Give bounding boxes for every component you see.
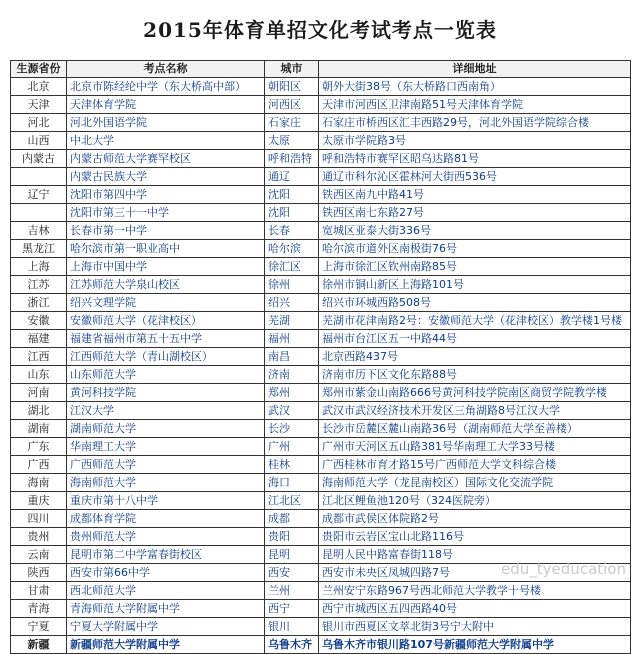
city-cell: 呼和浩特: [265, 150, 319, 168]
table-row: [11, 276, 631, 294]
province-cell: 内蒙古: [11, 150, 67, 168]
table-row: [11, 204, 631, 222]
province-cell: 宁夏: [11, 618, 67, 636]
city-cell: 沈阳: [265, 186, 319, 204]
site-name-cell: 西北师范大学: [67, 582, 265, 600]
table-row: [11, 258, 631, 276]
province-cell: 吉林: [11, 222, 67, 240]
province-cell: 江西: [11, 348, 67, 366]
city-cell: 武汉: [265, 402, 319, 420]
province-cell: 湖北: [11, 402, 67, 420]
city-cell: 南昌: [265, 348, 319, 366]
header-city: 城市: [265, 61, 319, 78]
city-cell: 江北区: [265, 492, 319, 510]
table-header-row: [11, 61, 631, 78]
table-row: [11, 456, 631, 474]
site-name-cell: 福建省福州市第五十五中学: [67, 330, 265, 348]
province-cell: [11, 204, 67, 222]
address-cell: 天津市河西区卫津南路51号天津体育学院: [319, 96, 631, 114]
address-cell: 海南师范大学（龙昆南校区）国际文化交流学院: [319, 474, 631, 492]
city-cell: 乌鲁木齐: [265, 636, 319, 654]
table-row: [11, 114, 631, 132]
site-name-cell: 沈阳市第四中学: [67, 186, 265, 204]
address-cell: 乌鲁木齐市银川路107号新疆师范大学附属中学: [319, 636, 631, 654]
province-cell: 河北: [11, 114, 67, 132]
site-name-cell: 上海市中国中学: [67, 258, 265, 276]
province-cell: 青海: [11, 600, 67, 618]
table-row: [11, 420, 631, 438]
table-row: [11, 600, 631, 618]
city-cell: 通辽: [265, 168, 319, 186]
header-site-name: 考点名称: [67, 61, 265, 78]
city-cell: 徐汇区: [265, 258, 319, 276]
city-cell: 济南: [265, 366, 319, 384]
province-cell: 湖南: [11, 420, 67, 438]
city-cell: 长沙: [265, 420, 319, 438]
address-cell: 通辽市科尔沁区霍林河大街西536号: [319, 168, 631, 186]
table-row: [11, 438, 631, 456]
site-name-cell: 内蒙古民族大学: [67, 168, 265, 186]
province-cell: 陕西: [11, 564, 67, 582]
watermark-text: edu_tyeducation: [501, 560, 626, 578]
city-cell: 长春: [265, 222, 319, 240]
site-name-cell: 北京市陈经纶中学（东大桥高中部）: [67, 78, 265, 96]
site-name-cell: 内蒙古师范大学赛罕校区: [67, 150, 265, 168]
city-cell: 石家庄: [265, 114, 319, 132]
table-row: [11, 78, 631, 96]
address-cell: 哈尔滨市道外区南极街76号: [319, 240, 631, 258]
address-cell: 朝外大街38号（东大桥路口西南角）: [319, 78, 631, 96]
city-cell: 太原: [265, 132, 319, 150]
address-cell: 长沙市岳麓区麓山南路36号（湖南师范大学至善楼）: [319, 420, 631, 438]
table-row: [11, 510, 631, 528]
address-cell: 石家庄市桥西区汇丰西路29号，河北外国语学院综合楼: [319, 114, 631, 132]
site-name-cell: 成都体育学院: [67, 510, 265, 528]
address-cell: 呼和浩特市赛罕区昭乌达路81号: [319, 150, 631, 168]
city-cell: 昆明: [265, 546, 319, 564]
city-cell: 桂林: [265, 456, 319, 474]
city-cell: 海口: [265, 474, 319, 492]
address-cell: 武汉市武汉经济技术开发区三角湖路8号江汉大学: [319, 402, 631, 420]
site-name-cell: 绍兴文理学院: [67, 294, 265, 312]
site-name-cell: 河北外国语学院: [67, 114, 265, 132]
address-cell: 西宁市城西区五四西路40号: [319, 600, 631, 618]
site-name-cell: 广西师范大学: [67, 456, 265, 474]
address-cell: 绍兴市环城西路508号: [319, 294, 631, 312]
province-cell: 新疆: [11, 636, 67, 654]
table-row: [11, 312, 631, 330]
site-name-cell: 宁夏大学附属中学: [67, 618, 265, 636]
address-cell: 西安市未央区凤城四路7号: [319, 564, 631, 582]
province-cell: 贵州: [11, 528, 67, 546]
city-cell: 郑州: [265, 384, 319, 402]
table-row: [11, 618, 631, 636]
table-row: [11, 366, 631, 384]
site-name-cell: 重庆市第十八中学: [67, 492, 265, 510]
city-cell: 广州: [265, 438, 319, 456]
table-row: [11, 492, 631, 510]
table-row: [11, 384, 631, 402]
address-cell: 昆明人民中路富春街118号: [319, 546, 631, 564]
city-cell: 徐州: [265, 276, 319, 294]
site-name-cell: 沈阳市第三十一中学: [67, 204, 265, 222]
province-cell: 四川: [11, 510, 67, 528]
city-cell: 西宁: [265, 600, 319, 618]
address-cell: 徐州市铜山新区上海路101号: [319, 276, 631, 294]
site-name-cell: 长春市第一中学: [67, 222, 265, 240]
address-cell: 铁西区南九中路41号: [319, 186, 631, 204]
page-title: 2015年体育单招文化考试考点一览表: [143, 18, 497, 42]
site-name-cell: 黄河科技学院: [67, 384, 265, 402]
site-name-cell: 山东师范大学: [67, 366, 265, 384]
table-row: [11, 294, 631, 312]
address-cell: 宽城区亚泰大街336号: [319, 222, 631, 240]
site-name-cell: 哈尔滨市第一职业高中: [67, 240, 265, 258]
table-row: [11, 636, 631, 654]
site-name-cell: 华南理工大学: [67, 438, 265, 456]
city-cell: 成都: [265, 510, 319, 528]
province-cell: 北京: [11, 78, 67, 96]
address-cell: 芜湖市花津南路2号：安徽师范大学（花津校区）教学楼1号楼: [319, 312, 631, 330]
table-row: [11, 348, 631, 366]
table-row: [11, 474, 631, 492]
site-name-cell: 天津体育学院: [67, 96, 265, 114]
province-cell: 上海: [11, 258, 67, 276]
site-name-cell: 西安市第66中学: [67, 564, 265, 582]
table-row: [11, 186, 631, 204]
city-cell: 哈尔滨: [265, 240, 319, 258]
province-cell: 江苏: [11, 276, 67, 294]
table-row: [11, 168, 631, 186]
site-name-cell: 江西师范大学（青山湖校区）: [67, 348, 265, 366]
table-row: [11, 528, 631, 546]
province-cell: [11, 168, 67, 186]
address-cell: 郑州市紫金山南路666号黄河科技学院南区商贸学院教学楼: [319, 384, 631, 402]
province-cell: 云南: [11, 546, 67, 564]
table-row: [11, 132, 631, 150]
province-cell: 安徽: [11, 312, 67, 330]
address-cell: 广州市天河区五山路381号华南理工大学33号楼: [319, 438, 631, 456]
province-cell: 天津: [11, 96, 67, 114]
province-cell: 河南: [11, 384, 67, 402]
table-row: [11, 150, 631, 168]
city-cell: 贵阳: [265, 528, 319, 546]
site-name-cell: 安徽师范大学（花津校区）: [67, 312, 265, 330]
site-name-cell: 贵州师范大学: [67, 528, 265, 546]
province-cell: 广西: [11, 456, 67, 474]
province-cell: 重庆: [11, 492, 67, 510]
city-cell: 福州: [265, 330, 319, 348]
city-cell: 沈阳: [265, 204, 319, 222]
city-cell: 银川: [265, 618, 319, 636]
province-cell: 广东: [11, 438, 67, 456]
address-cell: 北京西路437号: [319, 348, 631, 366]
city-cell: 绍兴: [265, 294, 319, 312]
city-cell: 朝阳区: [265, 78, 319, 96]
site-name-cell: 江苏师范大学泉山校区: [67, 276, 265, 294]
address-cell: 江北区鲤鱼池120号（324医院旁）: [319, 492, 631, 510]
address-cell: 铁西区南七东路27号: [319, 204, 631, 222]
header-address: 详细地址: [319, 61, 631, 78]
address-cell: 成都市武侯区体院路2号: [319, 510, 631, 528]
province-cell: 山东: [11, 366, 67, 384]
table-row: [11, 330, 631, 348]
address-cell: 贵阳市云岩区宝山北路116号: [319, 528, 631, 546]
city-cell: 兰州: [265, 582, 319, 600]
table-row: [11, 582, 631, 600]
province-cell: 甘肃: [11, 582, 67, 600]
site-name-cell: 中北大学: [67, 132, 265, 150]
table-row: [11, 240, 631, 258]
city-cell: 芜湖: [265, 312, 319, 330]
site-name-cell: 青海师范大学附属中学: [67, 600, 265, 618]
address-cell: 银川市西夏区文萃北街3号宁大附中: [319, 618, 631, 636]
province-cell: 黑龙江: [11, 240, 67, 258]
table-row: [11, 402, 631, 420]
site-name-cell: 江汉大学: [67, 402, 265, 420]
province-cell: 浙江: [11, 294, 67, 312]
address-cell: 太原市学院路3号: [319, 132, 631, 150]
table-row: [11, 222, 631, 240]
city-cell: 河西区: [265, 96, 319, 114]
site-name-cell: 昆明市第二中学富春街校区: [67, 546, 265, 564]
address-cell: 上海市徐汇区钦州南路85号: [319, 258, 631, 276]
site-name-cell: 海南师范大学: [67, 474, 265, 492]
province-cell: 海南: [11, 474, 67, 492]
address-cell: 福州市台江区五一中路44号: [319, 330, 631, 348]
table-row: [11, 96, 631, 114]
province-cell: 福建: [11, 330, 67, 348]
address-cell: 济南市历下区文化东路88号: [319, 366, 631, 384]
header-province: 生源省份: [11, 61, 67, 78]
address-cell: 广西桂林市育才路15号广西师范大学文科综合楼: [319, 456, 631, 474]
address-cell: 兰州安宁东路967号西北师范大学教学十号楼: [319, 582, 631, 600]
site-name-cell: 湖南师范大学: [67, 420, 265, 438]
city-cell: 西安: [265, 564, 319, 582]
site-name-cell: 新疆师范大学附属中学: [67, 636, 265, 654]
province-cell: 山西: [11, 132, 67, 150]
province-cell: 辽宁: [11, 186, 67, 204]
